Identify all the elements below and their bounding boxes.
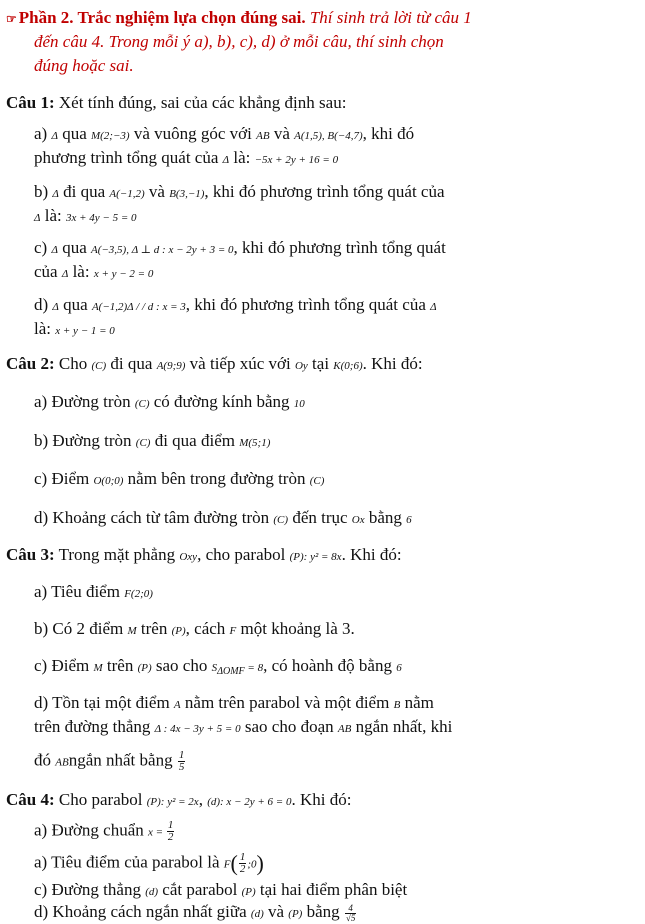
question-4-label: Câu 4: — [6, 790, 55, 809]
q3-option-d-cont: trên đường thẳng Δ : 4x − 3y + 5 = 0 sao cho đoạn AB ngắn nhất, khi — [34, 717, 453, 736]
q2-option-a: a) Đường tròn (C) có đường kính bằng 10 — [34, 392, 305, 411]
q1-option-a-cont: phương trình tổng quát của Δ là: −5x + 2y + 16 = 0 — [34, 148, 339, 167]
q1-option-b: b) Δ đi qua A(−1,2) và B(3,−1), khi đó phương trình tổng quát của — [34, 182, 445, 201]
fraction: $\frac{1}{2}$ — [167, 819, 174, 843]
fraction: $\frac{1}{2}$ — [239, 851, 246, 875]
q4-option-d: d) Khoảng cách ngắn nhất giữa (d) và (P) bằng $\frac{4}{√5}$ — [34, 902, 356, 923]
q1-option-b-cont: Δ là: 3x + 4y − 5 = 0 — [34, 206, 137, 225]
q1-option-c: c) Δ qua A(−3,5), Δ ⊥ d : x − 2y + 3 = 0, khi đó phương trình tổng quát — [34, 238, 446, 257]
instruction-line-3: đúng hoặc sai. — [34, 56, 134, 75]
question-1-label: Câu 1: — [6, 93, 55, 112]
q4-option-a: a) Đường chuẩn x = $\frac{1}{2}$ — [34, 819, 174, 843]
pointing-hand-icon: ☞ — [6, 12, 17, 26]
question-3-stem: Câu 3: Trong mặt phẳng Oxy, cho parabol (P): y² = 8x. Khi đó: — [6, 545, 402, 564]
q1-option-a: a) Δ qua M(2;−3) và vuông góc với AB và A(1,5), B(−4,7), khi đó — [34, 124, 415, 143]
section-title: Phần 2. Trắc nghiệm lựa chọn đúng sai. — [18, 8, 306, 27]
q1-option-c-cont: của Δ là: x + y − 2 = 0 — [34, 262, 154, 281]
question-2-stem: Câu 2: Cho (C) đi qua A(9;9) và tiếp xúc với Oy tại K(0;6). Khi đó: — [6, 354, 423, 373]
instruction-line-2: đến câu 4. Trong mỗi ý a), b), c), d) ở mỗi câu, thí sinh chọn — [34, 32, 444, 51]
q4-option-c: c) Đường thẳng (d) cắt parabol (P) tại hai điểm phân biệt — [34, 880, 408, 899]
instruction-line-1: Thí sinh trả lời từ câu 1 — [309, 8, 472, 27]
question-1-stem: Câu 1: Xét tính đúng, sai của các khẳng định sau: — [6, 93, 347, 112]
q3-option-a: a) Tiêu điểm F(2;0) — [34, 582, 153, 601]
q3-option-c: c) Điểm M trên (P) sao cho $S_{\Delta OMF} = 8$, có hoành độ bằng 6 — [34, 656, 402, 678]
fraction: $\frac{1}{5}$ — [178, 749, 185, 773]
q4-option-a2: a) Tiêu điểm của parabol là F( $\frac{1}{2}$ ;0) — [34, 850, 264, 876]
q2-option-c: c) Điểm O(0;0) nằm bên trong đường tròn (C) — [34, 469, 325, 488]
q2-option-d: d) Khoảng cách từ tâm đường tròn (C) đến trục Ox bằng 6 — [34, 508, 412, 527]
q3-option-d-cont2: đó ABngắn nhất bằng $\frac{1}{5}$ — [34, 749, 185, 773]
fraction: $\frac{4}{√5}$ — [345, 902, 356, 923]
question-4-stem: Câu 4: Cho parabol (P): y² = 2x, (d): x − 2y + 6 = 0. Khi đó: — [6, 790, 352, 809]
q3-option-d: d) Tồn tại một điểm A nằm trên parabol và một điểm B nằm — [34, 693, 434, 712]
q3-option-b: b) Có 2 điểm M trên (P), cách F một khoảng là 3. — [34, 619, 355, 638]
section-header — [6, 8, 472, 29]
question-3-label: Câu 3: — [6, 545, 55, 564]
q1-option-d-cont: là: x + y − 1 = 0 — [34, 319, 115, 338]
question-2-label: Câu 2: — [6, 354, 55, 373]
q2-option-b: b) Đường tròn (C) đi qua điểm M(5;1) — [34, 431, 271, 450]
q1-option-d: d) Δ qua A(−1,2)Δ / / d : x = 3, khi đó phương trình tổng quát của Δ — [34, 295, 437, 314]
